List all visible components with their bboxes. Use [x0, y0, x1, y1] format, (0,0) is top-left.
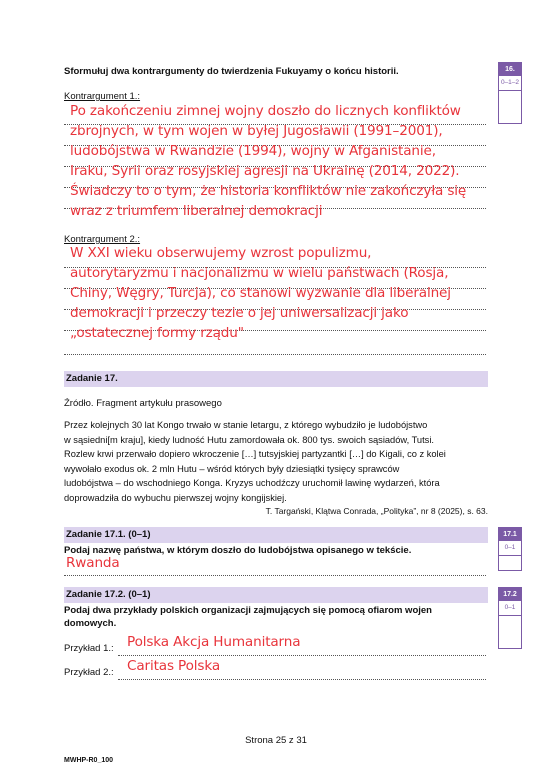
counterargument-2-answer[interactable] — [70, 243, 490, 343]
score-box-points: 0–1 — [499, 541, 521, 556]
prompt-line: Podaj dwa przykłady polskich organizacji zajmujących się pomocą ofiarom wojen — [64, 605, 432, 616]
answer-line — [64, 354, 486, 355]
answer-line — [118, 679, 486, 680]
example-2-answer[interactable]: Caritas Polska — [127, 658, 221, 674]
score-box-number: 17.1 — [499, 528, 521, 541]
score-box-points: 0–1–2 — [499, 76, 521, 91]
task-16-prompt: Sformułuj dwa kontrargumenty do twierdzenia Fukuyamy o końcu historii. — [64, 66, 399, 77]
score-box-points: 0–1 — [499, 601, 521, 616]
answer-text-line: Iraku, Syrii oraz rosyjskiej agresji na Ukrainę (2014, 2022). — [70, 163, 460, 179]
source-text — [64, 418, 488, 506]
answer-text-line: demokracji i przeczy tezie o jej uniwersalizacji jako — [70, 305, 409, 321]
source-line: doprowadziła do wybuchu pierwszej wojny kongijskiej. — [64, 492, 287, 503]
source-line: ludobójstwa – do wschodniego Konga. Kryzys uchodźczy uruchomił lawinę wydarzeń, która — [64, 478, 440, 489]
task-17-2-header: Zadanie 17.2. (0–1) — [64, 587, 488, 603]
score-box-number: 17.2 — [499, 588, 521, 601]
answer-text-line: autorytaryzmu i nacjonalizmu w wielu państwach (Rosja, — [70, 265, 449, 281]
answer-text-line: „ostatecznej formy rządu" — [70, 325, 244, 341]
source-line: Rozlew krwi przerwało dopiero wkroczenie […] tutsyjskiej partyzantki […] do Kigali, co z kolei — [64, 449, 446, 460]
source-label: Źródło. Fragment artykułu prasowego — [64, 398, 222, 409]
task-17-2-prompt — [64, 604, 484, 630]
example-1-label: Przykład 1.: — [64, 643, 114, 654]
score-box-16[interactable] — [498, 62, 522, 124]
answer-text-line: wraz z triumfem liberalnej demokracji — [70, 203, 323, 219]
example-1-answer[interactable]: Polska Akcja Humanitarna — [127, 634, 301, 650]
counterargument-1-label: Kontrargument 1.: — [64, 91, 141, 102]
answer-text-line: ludobójstwa w Rwandzie (1994), wojny w Afganistanie, — [70, 143, 436, 159]
page-number: Strona 25 z 31 — [245, 735, 307, 746]
task-17-1-answer[interactable]: Rwanda — [66, 555, 120, 571]
answer-text-line: Chiny, Węgry, Turcja), co stanowi wyzwanie dla liberalnej — [70, 285, 451, 301]
source-line: Przez kolejnych 30 lat Kongo trwało w stanie letargu, z którego wybudziło je ludobójstwo — [64, 420, 428, 430]
score-box-number: 16. — [499, 63, 521, 76]
counterargument-2-label: Kontrargument 2.: — [64, 234, 141, 245]
counterargument-1-answer[interactable] — [70, 101, 490, 221]
answer-text-line: Po zakończeniu zimnej wojny doszło do licznych konfliktów — [70, 103, 461, 119]
source-line: wywołało exodus ok. 2 mln Hutu – wśród których były dziesiątki tysięcy sprawców — [64, 463, 400, 474]
source-line: w sąsiedni[m kraju], kiedy ludność Hutu zamordowała ok. 800 tys. swoich sąsiadów, Tutsi. — [64, 434, 434, 445]
answer-line — [64, 575, 486, 576]
answer-text-line: W XXI wieku obserwujemy wzrost populizmu, — [70, 245, 372, 261]
task-17-header: Zadanie 17. — [64, 371, 488, 387]
exam-code: MWHP-R0_100 — [64, 757, 114, 764]
source-citation: T. Targański, Klątwa Conrada, „Polityka”, nr 8 (2025), s. 63. — [265, 506, 488, 516]
answer-text-line: zbrojnych, w tym wojen w byłej Jugosławii (1991–2001), — [70, 123, 443, 139]
score-box-17-1[interactable] — [498, 527, 522, 571]
example-2-label: Przykład 2.: — [64, 667, 114, 678]
answer-text-line: Świadczy to o tym, że historia konfliktów nie zakończyła się — [70, 183, 467, 199]
task-17-1-prompt: Podaj nazwę państwa, w którym doszło do ludobójstwa opisanego w tekście. — [64, 545, 412, 556]
prompt-line: domowych. — [64, 618, 117, 629]
task-17-1-header: Zadanie 17.1. (0–1) — [64, 527, 488, 543]
